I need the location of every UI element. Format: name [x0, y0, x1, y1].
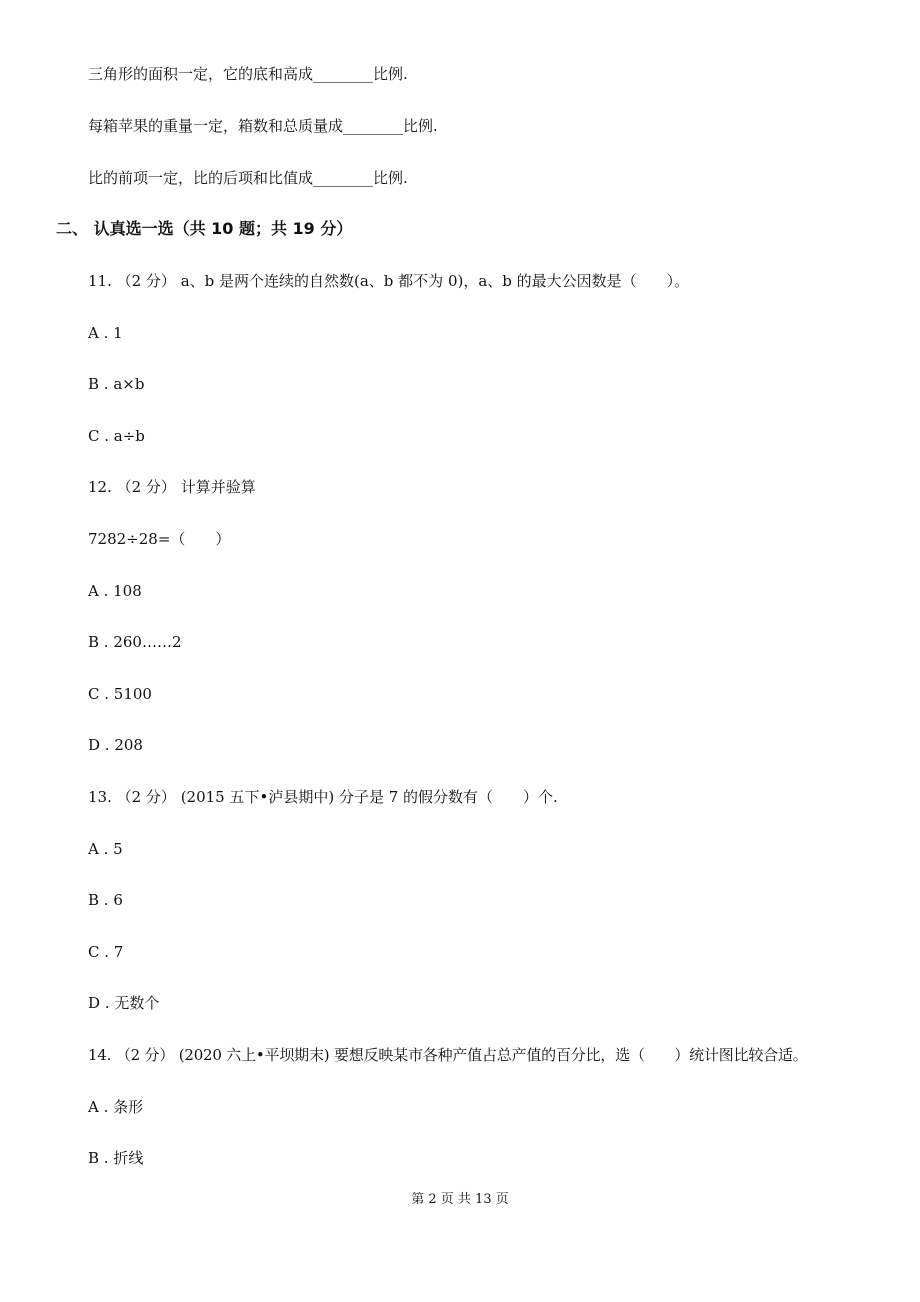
question-13-option-b: B . 6 [88, 891, 123, 909]
question-11-option-c: C . a÷b [88, 427, 145, 445]
question-12-stem: 12. （2 分） 计算并验算 [88, 478, 256, 496]
question-12-option-c: C . 5100 [88, 685, 152, 703]
question-13-option-a: A . 5 [88, 840, 123, 858]
question-13-option-c: C . 7 [88, 943, 124, 961]
question-12-option-a: A . 108 [88, 582, 142, 600]
question-11-stem: 11. （2 分） a、b 是两个连续的自然数(a、b 都不为 0)，a、b 的最大公因数是（ ）。 [88, 272, 690, 290]
question-14-stem: 14. （2 分） (2020 六上•平坝期末) 要想反映某市各种产值占总产值的百分比，选（ ）统计图比较合适。 [88, 1046, 808, 1064]
fill-question-3: 比的前项一定，比的后项和比值成________比例. [88, 169, 408, 187]
question-12-option-b: B . 260……2 [88, 633, 182, 651]
question-13-stem: 13. （2 分） (2015 五下•泸县期中) 分子是 7 的假分数有（ ）个. [88, 788, 558, 806]
section-heading: 二、 认真选一选（共 10 题；共 19 分） [56, 219, 353, 238]
question-14-option-b: B . 折线 [88, 1149, 144, 1167]
question-11-option-b: B . a×b [88, 375, 145, 393]
question-12-expression: 7282÷28=（ ） [88, 530, 231, 548]
fill-question-1: 三角形的面积一定，它的底和高成________比例. [88, 65, 408, 83]
page-footer: 第 2 页 共 13 页 [411, 1192, 509, 1207]
question-11-option-a: A . 1 [88, 324, 123, 342]
question-12-option-d: D . 208 [88, 736, 143, 754]
fill-question-2: 每箱苹果的重量一定，箱数和总质量成________比例. [88, 117, 438, 135]
question-14-option-a: A . 条形 [88, 1098, 144, 1116]
question-13-option-d: D . 无数个 [88, 994, 160, 1012]
